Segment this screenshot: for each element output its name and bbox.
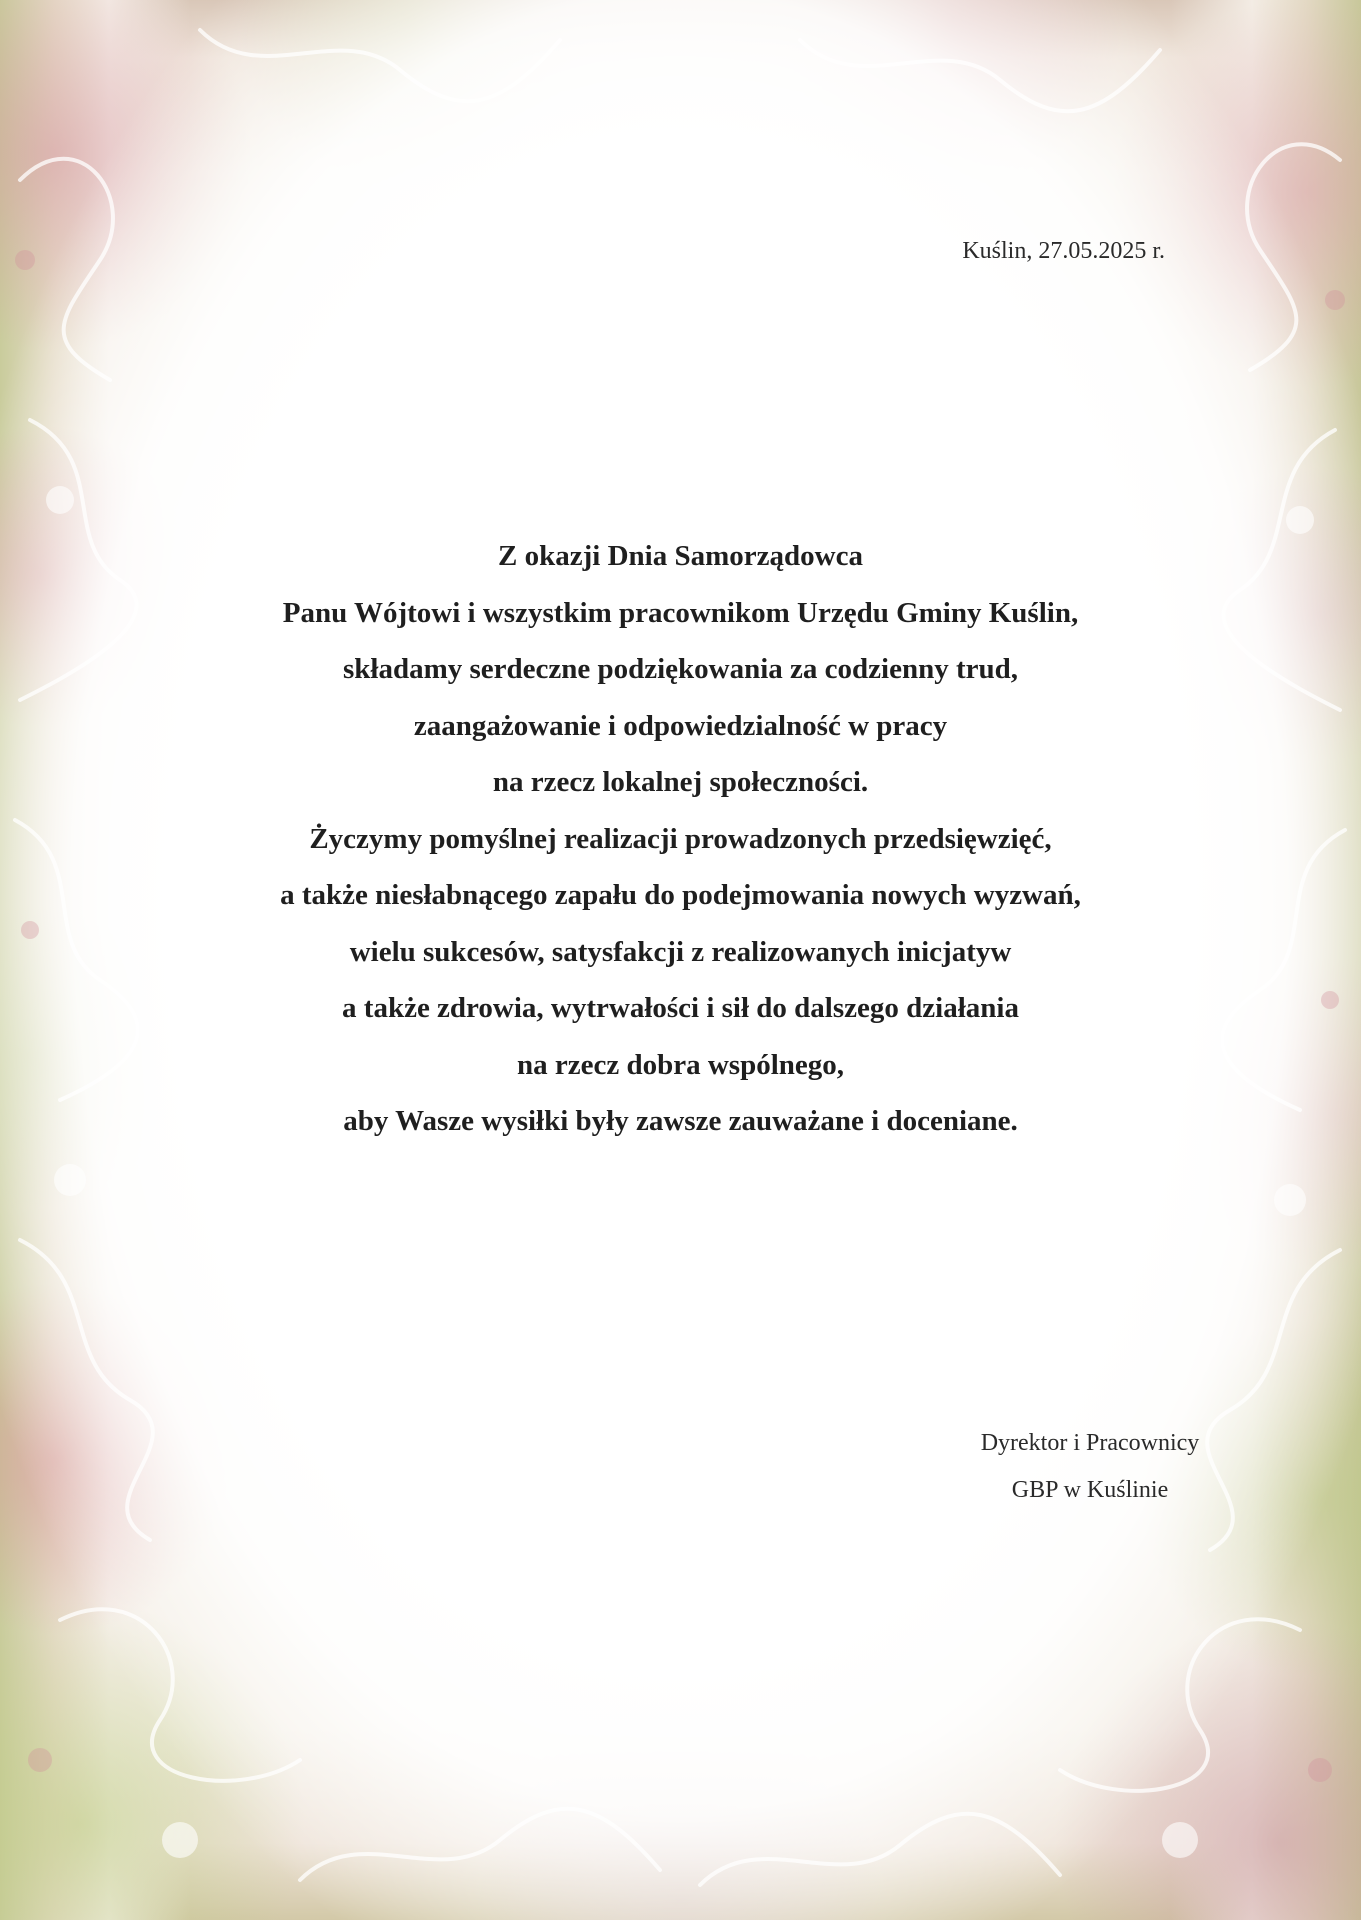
signature-block [880, 1420, 1300, 1514]
message-line: a także zdrowia, wytrwałości i sił do dalszego działania [342, 992, 1019, 1024]
message-line: składamy serdeczne podziękowania za codzienny trud, [342, 653, 1019, 685]
message-line: Życzymy pomyślnej realizacji prowadzonych przedsięwzięć, [309, 822, 1052, 855]
message-line: na rzecz lokalnej społeczności. [492, 766, 869, 798]
signature-line: GBP w Kuślinie [1011, 1477, 1169, 1503]
message-line: Z okazji Dnia Samorządowca [498, 540, 863, 572]
message-line: wielu sukcesów, satysfakcji z realizowanych inicjatyw [349, 935, 1012, 968]
message-line: aby Wasze wysiłki były zawsze zauważane i doceniane. [343, 1105, 1018, 1137]
message-line: zaangażowanie i odpowiedzialność w pracy [413, 709, 948, 742]
signature-line: Dyrektor i Pracownicy [980, 1430, 1200, 1456]
message-line: na rzecz dobra wspólnego, [516, 1048, 845, 1081]
letter-date: Kuślin, 27.05.2025 r. [962, 238, 1165, 264]
congratulation-message [130, 528, 1231, 1150]
message-line: Panu Wójtowi i wszystkim pracownikom Urzędu Gminy Kuślin, [282, 596, 1079, 629]
message-line: a także niesłabnącego zapału do podejmowania nowych wyzwań, [280, 879, 1081, 911]
